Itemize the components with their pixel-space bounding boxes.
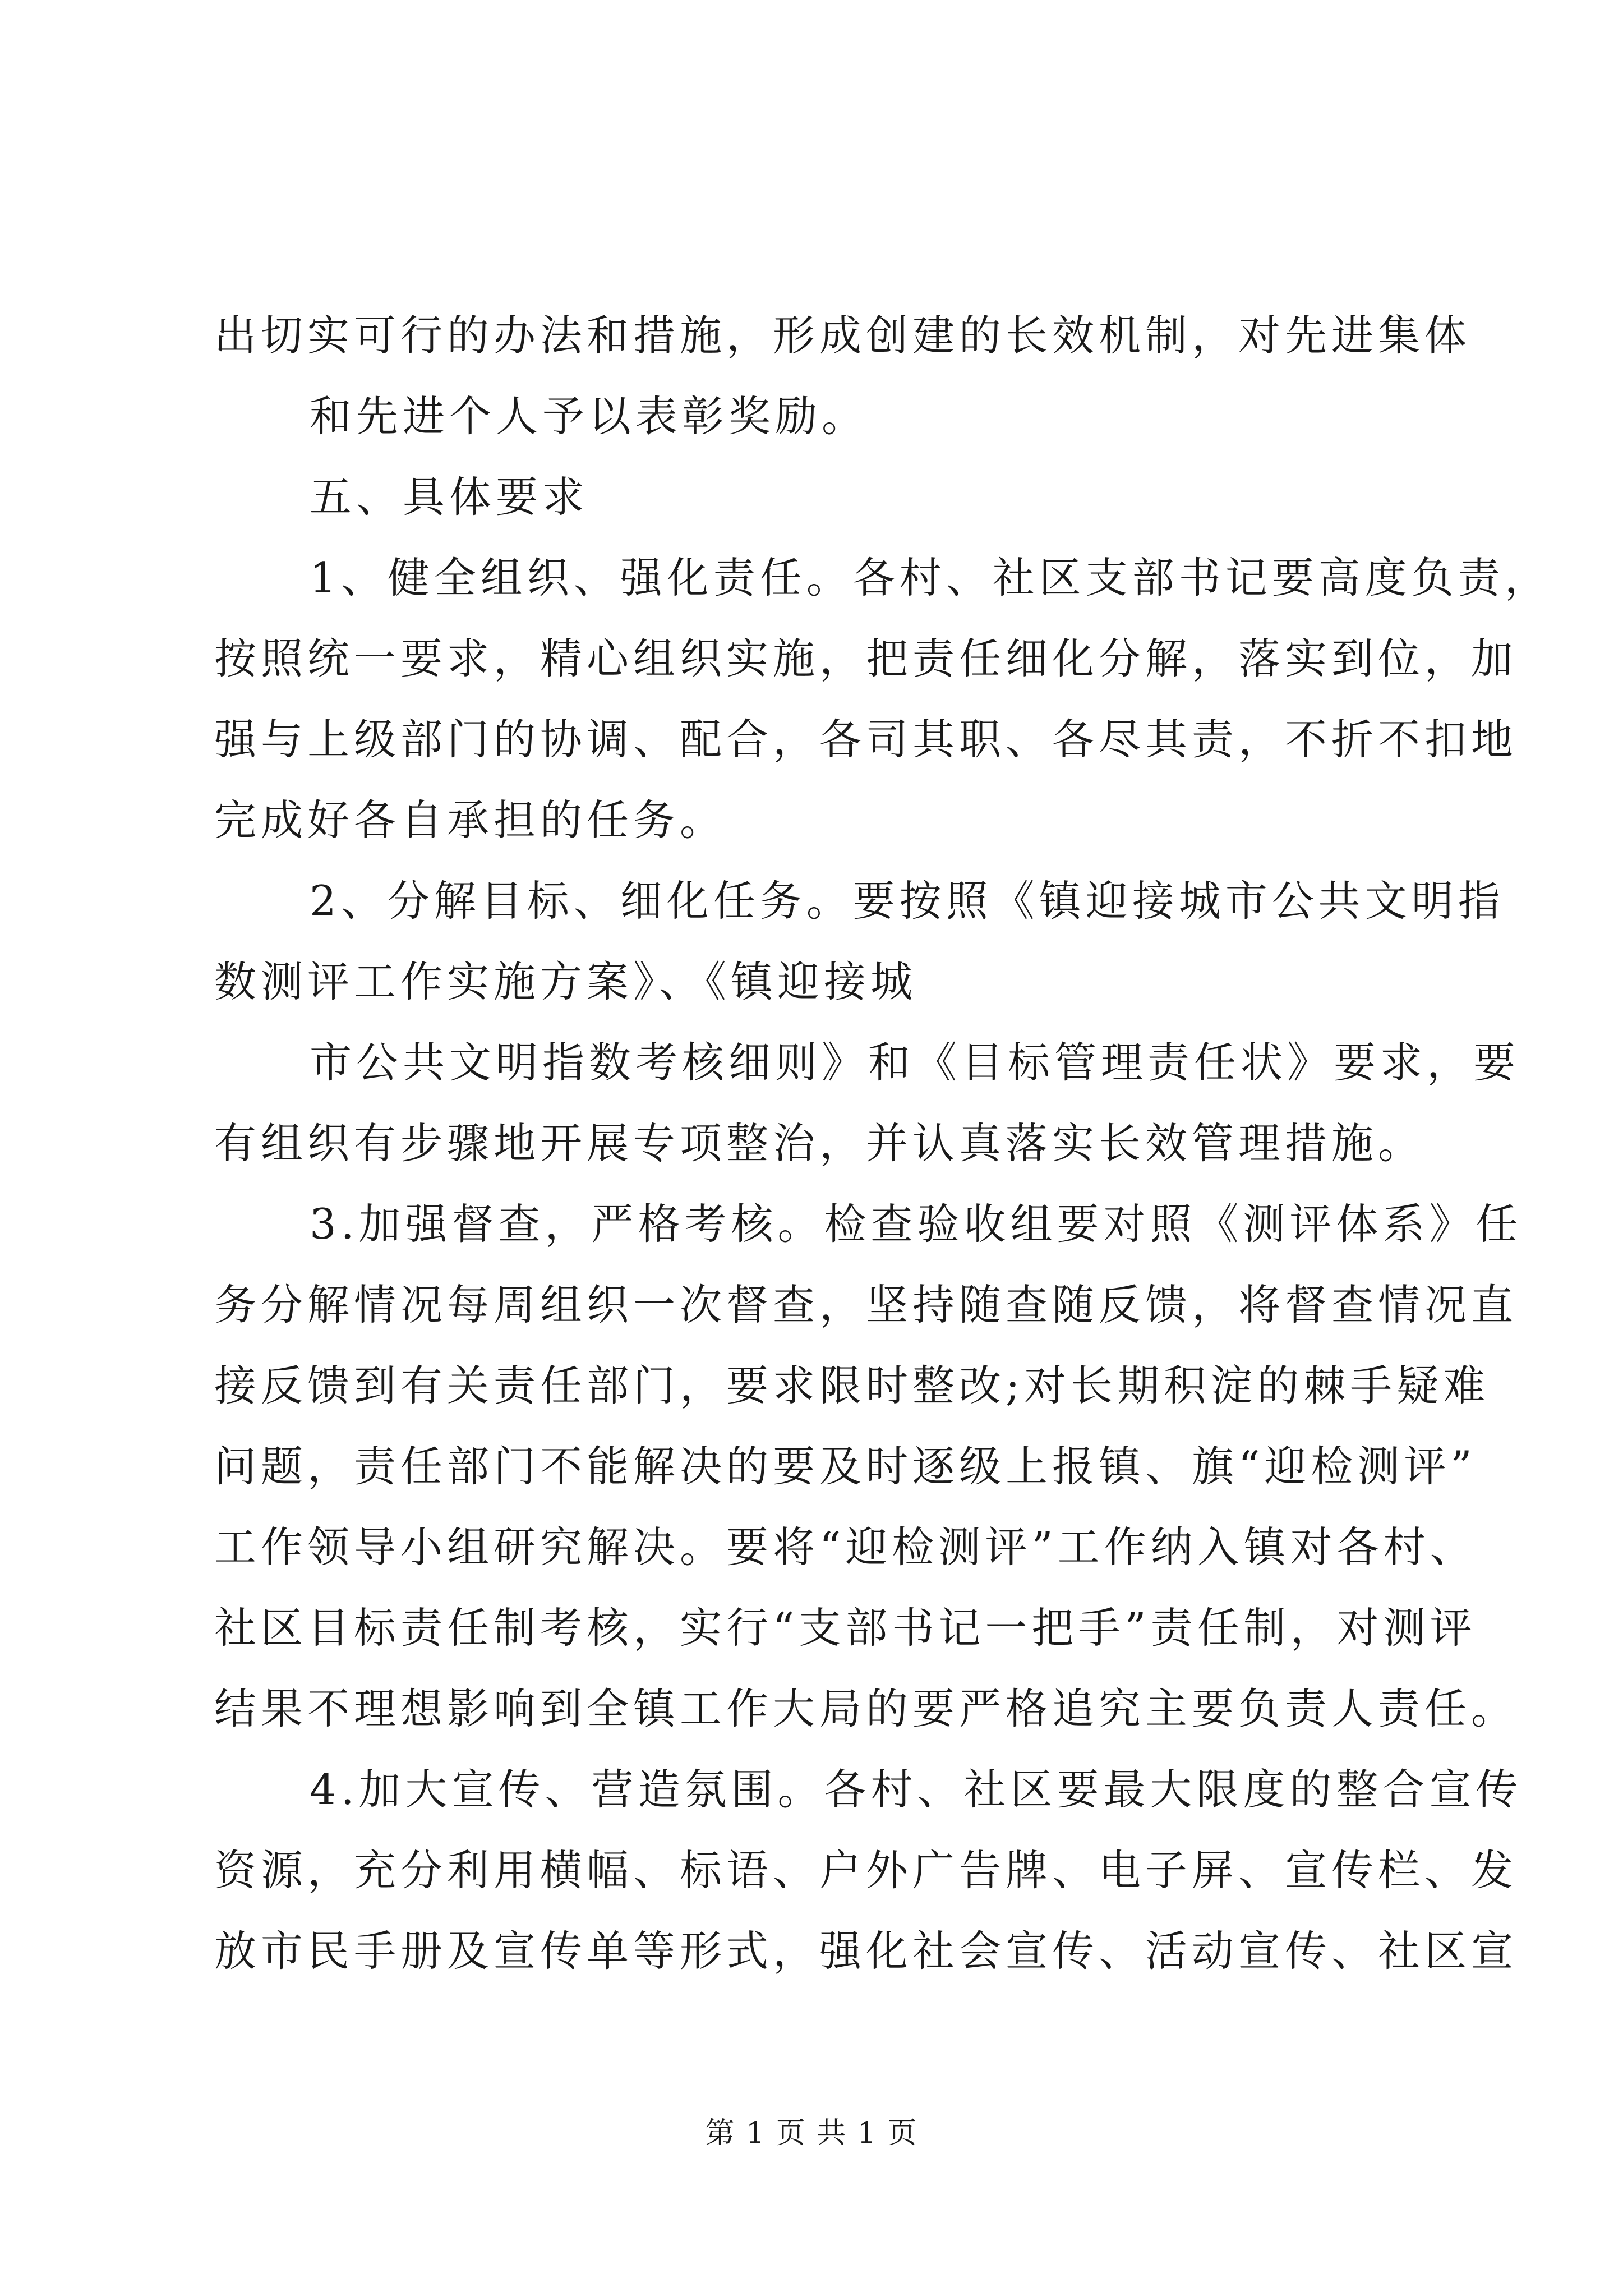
body-text-line: 数测评工作实施方案》、《镇迎接城 xyxy=(214,957,917,1006)
body-text-line: 问题，责任部门不能解决的要及时逐级上报镇、旗“迎检测评” xyxy=(214,1442,1477,1491)
body-text-line: 接反馈到有关责任部门，要求限时整改;对长期积淀的棘手疑难 xyxy=(214,1361,1490,1410)
body-text-line: 社区目标责任制考核，实行“支部书记一把手”责任制，对测评 xyxy=(214,1603,1477,1653)
body-text-line: 工作领导小组研究解决。要将“迎检测评”工作纳入镇对各村、 xyxy=(214,1522,1477,1572)
body-text-line: 2、分解目标、细化任务。要按照《镇迎接城市公共文明指 xyxy=(310,876,1505,926)
body-text-line: 强与上级部门的协调、配合，各司其职、各尽其责，不折不扣地 xyxy=(214,715,1518,764)
body-text-line: 市公共文明指数考核细则》和《目标管理责任状》要求，要 xyxy=(310,1038,1520,1087)
page-footer: 第 1 页 共 1 页 xyxy=(705,2116,918,2150)
body-text-line: 4.加大宣传、营造氛围。各村、社区要最大限度的整合宣传 xyxy=(310,1765,1523,1814)
body-text-line: 务分解情况每周组织一次督查，坚持随查随反馈，将督查情况直 xyxy=(214,1280,1518,1329)
body-text-line: 完成好各自承担的任务。 xyxy=(214,795,727,845)
body-text-line: 3.加强督查，严格考核。检查验收组要对照《测评体系》任 xyxy=(310,1199,1523,1249)
body-text-line: 1、健全组织、强化责任。各村、社区支部书记要高度负责， xyxy=(310,553,1551,602)
body-text-line: 按照统一要求，精心组织实施，把责任细化分解，落实到位，加 xyxy=(214,634,1518,683)
body-text-line: 资源，充分利用横幅、标语、户外广告牌、电子屏、宣传栏、发 xyxy=(214,1846,1518,1895)
body-text-line: 出切实可行的办法和措施，形成创建的长效机制，对先进集体 xyxy=(214,311,1472,360)
body-text-line: 放市民手册及宣传单等形式，强化社会宣传、活动宣传、社区宣 xyxy=(214,1926,1518,1976)
body-text-line: 结果不理想影响到全镇工作大局的要严格追究主要负责人责任。 xyxy=(214,1684,1518,1733)
body-text-line: 有组织有步骤地开展专项整治，并认真落实长效管理措施。 xyxy=(214,1119,1425,1168)
section-heading: 五、具体要求 xyxy=(310,472,589,522)
body-text-line: 和先进个人予以表彰奖励。 xyxy=(310,392,869,441)
